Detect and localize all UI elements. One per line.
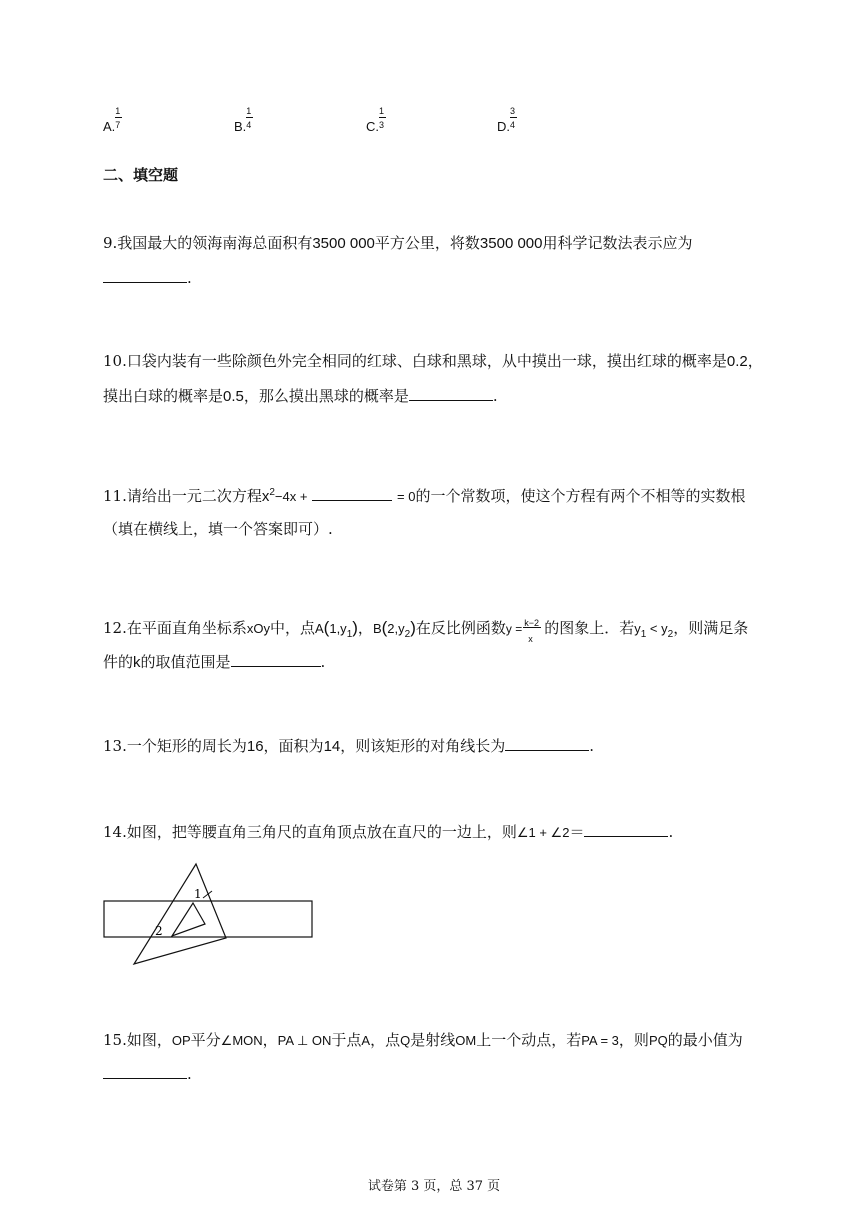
question-15: 15.如图，OP平分∠MON，PA ⊥ ON于点A，点Q是射线OM上一个动点，若PA = 3，则PQ的最小值为 — [103, 1031, 743, 1049]
option-c: C. $\frac{1}{3}$ — [366, 106, 389, 134]
fraction: $\frac{1}{4}$ — [246, 106, 252, 130]
question-9-answer-line: . — [103, 268, 192, 288]
answer-blank[interactable] — [103, 268, 187, 283]
triangle-outer — [134, 864, 226, 964]
question-12-line2: 件的k的取值范围是 . — [103, 653, 326, 671]
fraction: $\frac{1}{3}$ — [379, 106, 385, 130]
question-14: 14.如图，把等腰直角三角尺的直角顶点放在直尺的一边上，则∠1 + ∠2＝ . — [103, 823, 674, 841]
option-d: D. $\frac{3}{4}$ — [497, 106, 520, 134]
question-12: 12.在平面直角坐标系xOy中，点$A(1,y_1)$，$B(2,y_2)$在反比例函数y = $\frac{k-2}{x}$ 的图象上．若$y_1 < y_2$，则满足条 — [103, 618, 749, 644]
answer-blank[interactable] — [103, 1064, 187, 1079]
answer-blank[interactable] — [231, 652, 321, 667]
angle-2-label: 2 — [155, 924, 163, 938]
fraction: $\frac{k-2}{x}$ — [522, 619, 544, 639]
ruler-triangle-figure — [100, 858, 320, 970]
answer-blank[interactable] — [505, 736, 589, 751]
fraction: $\frac{3}{4}$ — [510, 106, 516, 130]
question-15-answer-line: . — [103, 1064, 192, 1084]
page-footer: 试卷第 3 页，总 37 页 — [367, 1179, 501, 1194]
question-9: 9.我国最大的领海南海总面积有3500 000平方公里，将数3500 000用科学记数法表示应为 — [103, 234, 693, 252]
question-10: 10.口袋内装有一些除颜色外完全相同的红球、白球和黑球，从中摸出一球，摸出红球的概率是0.2， — [103, 352, 763, 370]
option-b: B. $\frac{1}{4}$ — [234, 106, 256, 134]
question-10-line2: 摸出白球的概率是0.5，那么摸出黑球的概率是 . — [103, 387, 498, 405]
answer-blank[interactable] — [312, 486, 392, 501]
question-11: 11.请给出一元二次方程$x^2-4x$ + = 0的一个常数项，使这个方程有两个不相等的实数根 — [103, 487, 746, 505]
triangle-inner — [172, 903, 205, 936]
answer-blank[interactable] — [409, 386, 493, 401]
option-a: A. $\frac{1}{7}$ — [103, 106, 125, 134]
angle-1-label: 1 — [194, 887, 202, 901]
question-11-line2: （填在横线上，填一个答案即可）. — [103, 520, 333, 538]
fraction: $\frac{1}{7}$ — [115, 106, 121, 130]
answer-blank[interactable] — [584, 822, 668, 837]
ruler — [104, 901, 312, 937]
question-13: 13.一个矩形的周长为16，面积为14，则该矩形的对角线长为 . — [103, 737, 595, 755]
section-title: 二、填空题 — [103, 166, 179, 184]
